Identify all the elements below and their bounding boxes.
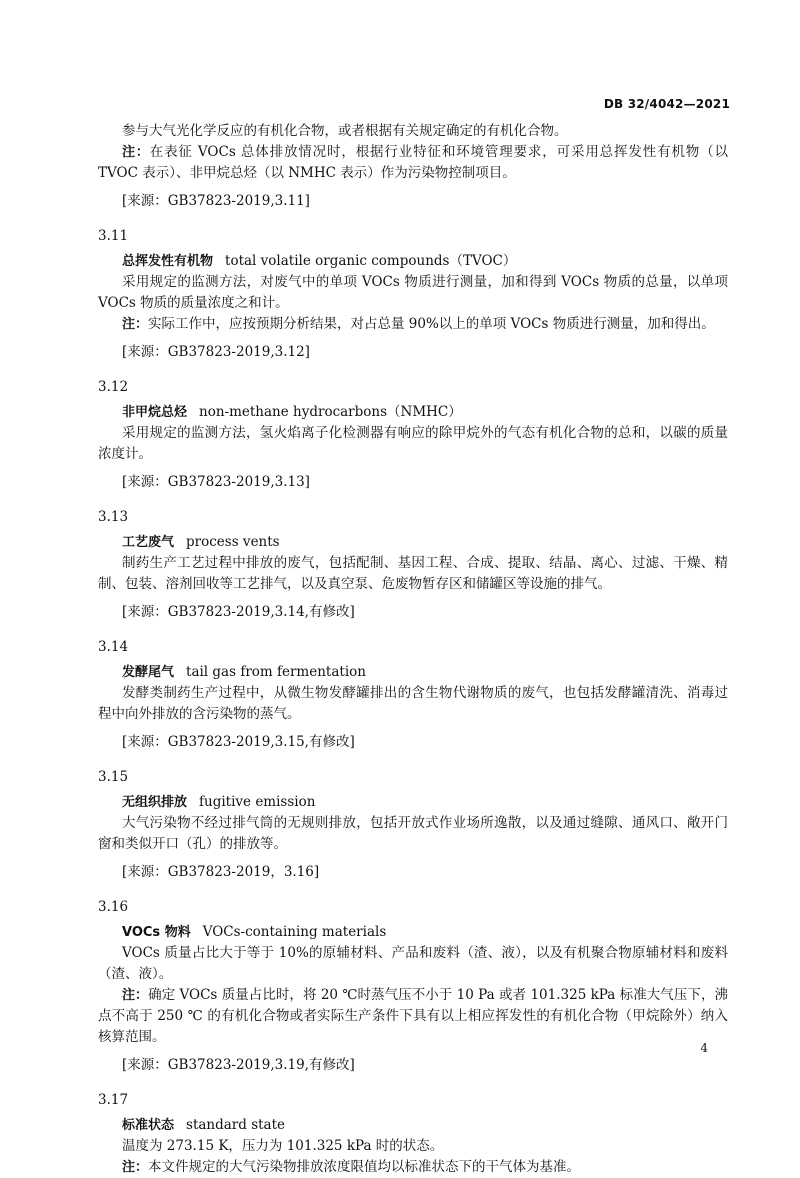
definition: 采用规定的监测方法，对废气中的单项 VOCs 物质进行测量，加和得到 VOCs 物质的总量，以单项 VOCs 物质的质量浓度之和计。 — [98, 274, 728, 311]
term-chinese: 非甲烷总烃 — [122, 405, 188, 420]
term-chinese: 工艺废气 — [122, 535, 175, 550]
term-chinese: 发酵尾气 — [122, 665, 175, 680]
source: [来源：GB37823-2019,3.19,有修改] — [122, 1057, 355, 1073]
term-chinese: VOCs 物料 — [122, 925, 191, 940]
section-number: 3.14 — [98, 639, 129, 655]
document-code: DB 32/4042—2021 — [603, 97, 730, 111]
section-number: 3.15 — [98, 769, 129, 785]
section-3-15 — [98, 767, 728, 883]
note — [98, 985, 728, 1048]
note-label: 注： — [122, 145, 150, 160]
definition: 温度为 273.15 K，压力为 101.325 kPa 时的状态。 — [122, 1138, 444, 1154]
source: [来源：GB37823-2019,3.13] — [122, 474, 310, 490]
term-english: process vents — [186, 534, 280, 550]
note — [98, 314, 728, 335]
source: [来源：GB37823-2019,3.15,有修改] — [122, 734, 355, 750]
intro-note — [98, 142, 728, 184]
term-line — [98, 532, 728, 553]
definition: 大气污染物不经过排气筒的无规则排放，包括开放式作业场所逸散，以及通过缝隙、通风口、敞开门窗和类似开口（孔）的排放等。 — [98, 815, 728, 852]
source: [来源：GB37823-2019，3.16] — [122, 864, 320, 880]
definition: 发酵类制药生产过程中，从微生物发酵罐排出的含生物代谢物质的废气，也包括发酵罐清洗、消毒过程中向外排放的含污染物的蒸气。 — [98, 685, 728, 722]
section-3-17 — [98, 1090, 728, 1178]
section-3-12 — [98, 377, 728, 493]
note-label: 注： — [122, 317, 149, 332]
term-english: tail gas from fermentation — [186, 664, 366, 680]
source: [来源：GB37823-2019,3.12] — [122, 344, 310, 360]
term-line — [98, 1115, 728, 1136]
section-number: 3.17 — [98, 1092, 129, 1108]
term-english: fugitive emission — [199, 794, 316, 810]
term-english: non-methane hydrocarbons（NMHC） — [199, 404, 462, 420]
definition: 采用规定的监测方法，氢火焰离子化检测器有响应的除甲烷外的气态有机化合物的总和，以碳的质量浓度计。 — [98, 425, 728, 462]
section-number: 3.13 — [98, 509, 129, 525]
term-line — [98, 251, 728, 272]
section-3-14 — [98, 637, 728, 753]
term-english: total volatile organic compounds（TVOC） — [225, 253, 517, 269]
term-chinese: 总挥发性有机物 — [122, 254, 214, 269]
section-number: 3.12 — [98, 379, 129, 395]
note — [98, 1157, 728, 1178]
term-line — [98, 402, 728, 423]
note-text: 在表征 VOCs 总体排放情况时，根据行业特征和环境管理要求，可采用总挥发性有机物（以 TVOC 表示）、非甲烷总烃（以 NMHC 表示）作为污染物控制项目。 — [98, 144, 728, 181]
page-content — [98, 121, 728, 1178]
note-text: 确定 VOCs 质量占比时，将 20 ℃时蒸气压不小于 10 Pa 或者 101.325 kPa 标准大气压下，沸点不高于 250 ℃ 的有机化合物或者实际生产条件下具有以上相应挥发性的有机化合物（甲烷除外）纳入核算范围。 — [98, 987, 728, 1045]
intro-continuation: 参与大气光化学反应的有机化合物，或者根据有关规定确定的有机化合物。 — [122, 123, 568, 139]
term-line — [98, 922, 728, 943]
section-number: 3.11 — [98, 228, 129, 244]
definition: VOCs 质量占比大于等于 10%的原辅材料、产品和废料（渣、液），以及有机聚合物原辅材料和废料（渣、液）。 — [98, 945, 728, 982]
term-english: standard state — [186, 1117, 286, 1133]
section-3-13 — [98, 507, 728, 623]
term-line — [98, 792, 728, 813]
note-label: 注： — [122, 988, 149, 1003]
term-chinese: 无组织排放 — [122, 795, 188, 810]
term-chinese: 标准状态 — [122, 1118, 175, 1133]
section-3-16 — [98, 897, 728, 1076]
note-text: 实际工作中，应按预期分析结果，对占总量 90%以上的单项 VOCs 物质进行测量，加和得出。 — [148, 316, 715, 332]
term-line — [98, 662, 728, 683]
definition: 制药生产工艺过程中排放的废气，包括配制、基因工程、合成、提取、结晶、离心、过滤、干燥、精制、包装、溶剂回收等工艺排气，以及真空泵、危废物暂存区和储罐区等设施的排气。 — [98, 555, 728, 592]
source: [来源：GB37823-2019,3.14,有修改] — [122, 604, 355, 620]
section-3-11 — [98, 226, 728, 363]
section-number: 3.16 — [98, 899, 129, 915]
intro-source: [来源：GB37823-2019,3.11] — [122, 193, 310, 209]
note-text: 本文件规定的大气污染物排放浓度限值均以标准状态下的干气体为基准。 — [148, 1159, 581, 1175]
page-number: 4 — [700, 1041, 708, 1055]
note-label: 注： — [122, 1160, 149, 1175]
term-english: VOCs-containing materials — [202, 924, 387, 940]
